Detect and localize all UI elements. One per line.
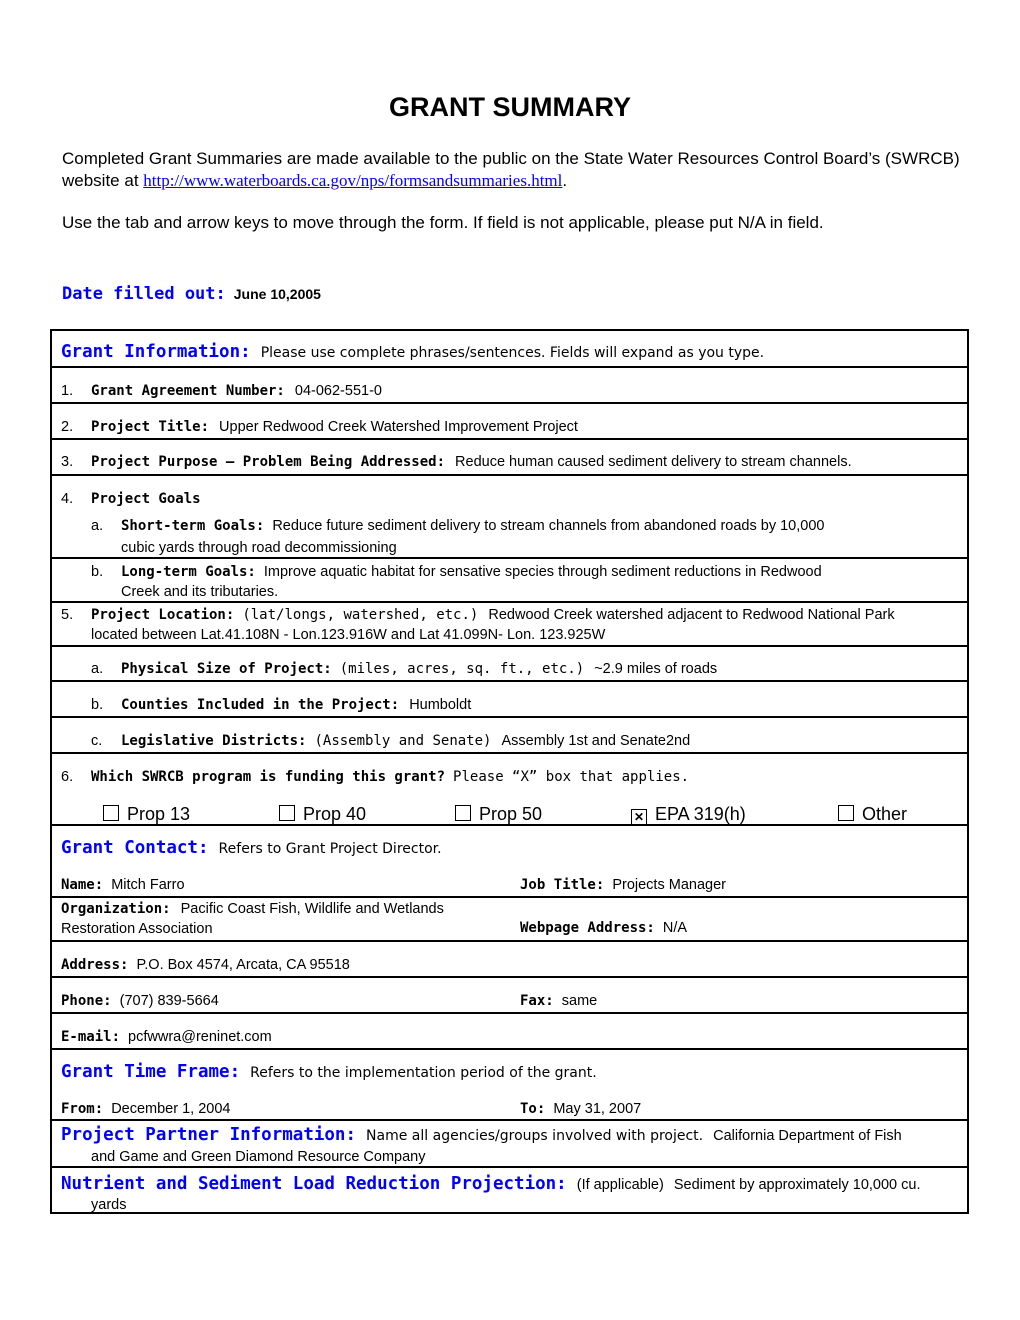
program-option-prop-50[interactable]	[455, 804, 542, 825]
project-partner-header: Project Partner Information:	[61, 1125, 357, 1145]
long-term-goals-value-line-2[interactable]: Creek and its tributaries.	[121, 584, 279, 600]
long-term-goals-row	[52, 559, 969, 603]
program-option-epa-319h[interactable]	[631, 804, 746, 825]
short-term-goals-value-line-1[interactable]: Reduce future sediment delivery to stream channels from abandoned roads by 10,000	[272, 518, 825, 534]
nutrient-sediment-row	[52, 1168, 969, 1214]
project-location-label: Project Location:	[91, 607, 235, 623]
project-purpose-value[interactable]: Reduce human caused sediment delivery to stream channels.	[455, 454, 852, 470]
project-partner-value-line-2[interactable]: and Game and Green Diamond Resource Company	[91, 1149, 426, 1165]
item-number: 3.	[61, 454, 74, 470]
address-value[interactable]: P.O. Box 4574, Arcata, CA 95518	[136, 957, 350, 973]
item-number: 6.	[61, 769, 74, 785]
agreement-number-value[interactable]: 04-062-551-0	[294, 383, 382, 399]
from-value[interactable]: December 1, 2004	[111, 1101, 231, 1117]
intro-paragraph-2: Use the tab and arrow keys to move through the form. If field is not applicable, please put N/A in field.	[62, 213, 824, 232]
intro-text: Completed Grant Summaries are made available to the public on the State Water Resources Control Board’s (SWRCB) website at	[62, 149, 960, 190]
page-title: GRANT SUMMARY	[389, 92, 631, 122]
grant-contact-row	[52, 826, 969, 898]
to-label: To:	[520, 1101, 546, 1117]
project-location-value-line-2[interactable]: located between Lat.41.108N - Lon.123.916W and Lat 41.099N- Lon. 123.925W	[91, 627, 606, 643]
job-title-value[interactable]: Projects Manager	[612, 877, 726, 893]
swrcb-website-link[interactable]: http://www.waterboards.ca.gov/nps/formsandsummaries.html	[143, 171, 563, 190]
email-label: E-mail:	[61, 1029, 121, 1045]
webpage-value[interactable]: N/A	[662, 920, 688, 936]
checkbox-prop-50[interactable]	[455, 805, 471, 821]
from-label: From:	[61, 1101, 104, 1117]
physical-size-row	[52, 647, 969, 682]
program-label: Prop 50	[479, 804, 543, 824]
organization-value-line-1[interactable]: Pacific Coast Fish, Wildlife and Wetlands	[180, 901, 444, 917]
funding-program-row	[52, 754, 969, 826]
counties-label: Counties Included in the Project:	[121, 697, 400, 713]
grant-info-hint: Please use complete phrases/sentences. Fields will expand as you type.	[260, 345, 765, 361]
date-filled-out	[62, 284, 321, 304]
project-location-value-line-1[interactable]: Redwood Creek watershed adjacent to Redwood National Park	[488, 607, 895, 623]
time-frame-header: Grant Time Frame:	[61, 1062, 241, 1082]
name-label: Name:	[61, 877, 104, 893]
grant-info-header: Grant Information:	[61, 342, 251, 362]
organization-row	[52, 898, 969, 942]
program-option-prop-13[interactable]	[103, 804, 190, 825]
agreement-number-label: Grant Agreement Number:	[91, 383, 285, 399]
checkbox-prop-13[interactable]	[103, 805, 119, 821]
email-row	[52, 1014, 969, 1050]
program-option-prop-40[interactable]	[279, 804, 366, 825]
project-location-row	[52, 603, 969, 647]
item-number: 2.	[61, 419, 74, 435]
time-frame-row	[52, 1050, 969, 1121]
physical-size-value[interactable]: ~2.9 miles of roads	[594, 661, 718, 677]
item-letter: b.	[91, 697, 104, 713]
grant-contact-header: Grant Contact:	[61, 838, 209, 858]
program-label: Other	[862, 804, 908, 824]
project-partner-value-line-1[interactable]: California Department of Fish	[713, 1128, 902, 1144]
project-purpose-row	[52, 440, 969, 476]
funding-program-hint: Please “X” box that applies.	[453, 769, 690, 785]
short-term-goals-label: Short-term Goals:	[121, 518, 265, 534]
date-value[interactable]: June 10,2005	[233, 286, 321, 302]
webpage-label: Webpage Address:	[520, 920, 655, 936]
project-goals-label: Project Goals	[91, 491, 201, 507]
name-value[interactable]: Mitch Farro	[111, 877, 185, 893]
agreement-number-row	[52, 368, 969, 404]
item-letter: a.	[91, 518, 104, 534]
legislative-districts-row	[52, 718, 969, 754]
job-title-label: Job Title:	[520, 877, 605, 893]
time-frame-hint: Refers to the implementation period of the grant.	[250, 1065, 597, 1081]
nutrient-sediment-value-line-2[interactable]: yards	[91, 1197, 127, 1213]
program-label: EPA 319(h)	[655, 804, 746, 824]
nutrient-sediment-value-line-1[interactable]: Sediment by approximately 10,000 cu.	[673, 1177, 921, 1193]
phone-label: Phone:	[61, 993, 112, 1009]
funding-program-label: Which SWRCB program is funding this grant?	[91, 769, 446, 785]
nutrient-sediment-hint: (If applicable)	[576, 1177, 664, 1193]
program-option-other[interactable]	[838, 804, 907, 825]
phone-fax-row	[52, 978, 969, 1014]
long-term-goals-label: Long-term Goals:	[121, 564, 256, 580]
project-title-value[interactable]: Upper Redwood Creek Watershed Improvement Project	[219, 419, 578, 435]
date-label: Date filled out:	[62, 284, 226, 304]
address-row	[52, 942, 969, 978]
physical-size-hint: (miles, acres, sq. ft., etc.)	[339, 661, 585, 677]
grant-form	[50, 329, 969, 1214]
intro-paragraph-1	[62, 148, 962, 192]
counties-value[interactable]: Humboldt	[409, 697, 472, 713]
item-letter: a.	[91, 661, 104, 677]
project-title-row	[52, 404, 969, 440]
short-term-goals-value-line-2[interactable]: cubic yards through road decommissioning	[121, 540, 397, 556]
long-term-goals-value-line-1[interactable]: Improve aquatic habitat for sensative species through sediment reductions in Redwood	[263, 564, 822, 580]
checkbox-epa-319h[interactable]: ✕	[631, 809, 647, 825]
to-value[interactable]: May 31, 2007	[553, 1101, 642, 1117]
phone-value[interactable]: (707) 839-5664	[119, 993, 219, 1009]
project-location-hint: (lat/longs, watershed, etc.)	[242, 607, 479, 623]
email-value[interactable]: pcfwwra@reninet.com	[128, 1029, 272, 1045]
project-purpose-label: Project Purpose – Problem Being Addressed:	[91, 454, 446, 470]
organization-label: Organization:	[61, 901, 171, 917]
item-letter: c.	[91, 733, 103, 749]
legislative-districts-label: Legislative Districts:	[121, 733, 307, 749]
project-partner-row	[52, 1121, 969, 1168]
program-label: Prop 13	[127, 804, 191, 824]
grant-contact-hint: Refers to Grant Project Director.	[218, 841, 442, 857]
program-label: Prop 40	[303, 804, 367, 824]
physical-size-label: Physical Size of Project:	[121, 661, 332, 677]
organization-value-line-2[interactable]: Restoration Association	[61, 921, 213, 937]
fax-value[interactable]: same	[561, 993, 598, 1009]
item-number: 4.	[61, 491, 74, 507]
item-number: 1.	[61, 383, 74, 399]
legislative-districts-hint: (Assembly and Senate)	[314, 733, 492, 749]
checkbox-prop-40[interactable]	[279, 805, 295, 821]
project-title-label: Project Title:	[91, 419, 210, 435]
item-number: 5.	[61, 607, 74, 623]
address-label: Address:	[61, 957, 129, 973]
nutrient-sediment-header: Nutrient and Sediment Load Reduction Projection:	[61, 1174, 567, 1194]
counties-row	[52, 682, 969, 718]
checkbox-other[interactable]	[838, 805, 854, 821]
project-partner-hint: Name all agencies/groups involved with project.	[366, 1128, 704, 1144]
fax-label: Fax:	[520, 993, 554, 1009]
intro-end: .	[562, 171, 568, 190]
project-goals-row	[52, 476, 969, 559]
item-letter: b.	[91, 564, 104, 580]
grant-info-header-row	[52, 331, 969, 368]
legislative-districts-value[interactable]: Assembly 1st and Senate2nd	[501, 733, 691, 749]
